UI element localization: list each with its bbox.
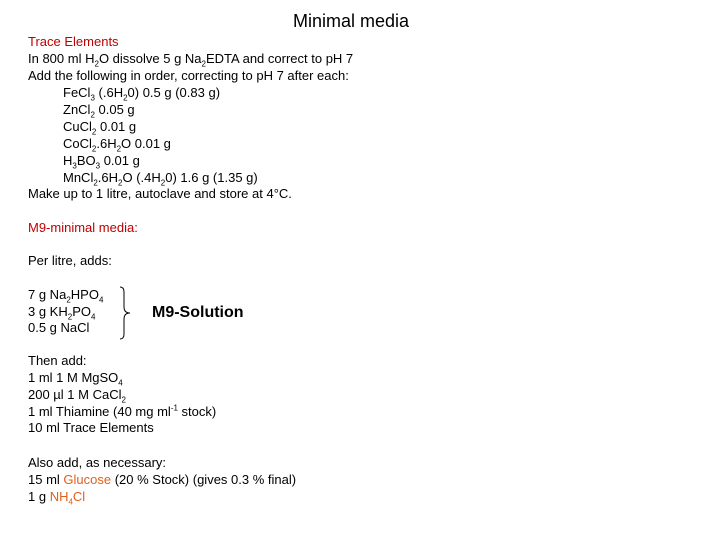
curly-bracket-icon xyxy=(119,286,133,340)
nh4cl-highlight: $NH_4Cl$ xyxy=(49,489,86,507)
page-title: Minimal media xyxy=(293,11,410,31)
then-add-line: Then add: xyxy=(28,353,87,368)
per-litre-line: Per litre, adds: xyxy=(28,253,112,268)
zncl2-line: ZnCl$_2$ 0.05 g xyxy=(63,102,135,120)
mncl2-line: $MnCl_2.6H_2O$ $(.4H_20)$ 1.6 g (1.35 g) xyxy=(63,170,258,188)
trace-elements-heading: Trace Elements xyxy=(28,34,119,49)
kh2po4-line: 3 g $KH_2PO_4$ xyxy=(28,304,96,322)
cocl2-line: $CoCl_2.6H_2O$ 0.01 g xyxy=(63,136,171,154)
also-add-line: Also add, as necessary: xyxy=(28,455,167,470)
na2hpo4-line: 7 g $Na_2HPO_4$ xyxy=(28,287,104,305)
nacl-line: 0.5 g NaCl xyxy=(28,320,90,335)
fecl3-line: FeCl$_3$ $(.6H_20)$ 0.5 g (0.83 g) xyxy=(63,85,221,103)
cacl2-line: 200 µl 1 M CaCl$_2$ xyxy=(28,387,126,405)
thiamine-line: 1 ml Thiamine (40 mg $ml^{-1}$ stock) xyxy=(28,403,217,419)
trace-final-line: Make up to 1 litre, autoclave and store at 4°C. xyxy=(28,186,292,201)
glucose-line: 15 ml Glucose (20 % Stock) (gives 0.3 % final) xyxy=(28,472,297,487)
glucose-highlight: Glucose xyxy=(63,472,112,487)
cucl2-line: CuCl$_2$ 0.01 g xyxy=(63,119,137,137)
mgso4-line: 1 ml 1 M MgSO$_4$ xyxy=(28,370,123,388)
trace-elements-add-line: 10 ml Trace Elements xyxy=(28,420,154,435)
h3bo3-line: $H_3BO_3$ 0.01 g xyxy=(63,153,140,171)
nh4cl-line: 1 g $NH_4Cl$ xyxy=(28,489,86,507)
m9-solution-label: M9-Solution xyxy=(152,304,244,321)
trace-instruction-line: Add the following in order, correcting to pH 7 after each: xyxy=(28,68,349,83)
trace-dissolve-line: In 800 ml $H_2O$ dissolve 5 g $Na_2EDTA$ and correct to pH 7 xyxy=(28,51,354,69)
m9-heading: M9-minimal media: xyxy=(28,220,138,235)
